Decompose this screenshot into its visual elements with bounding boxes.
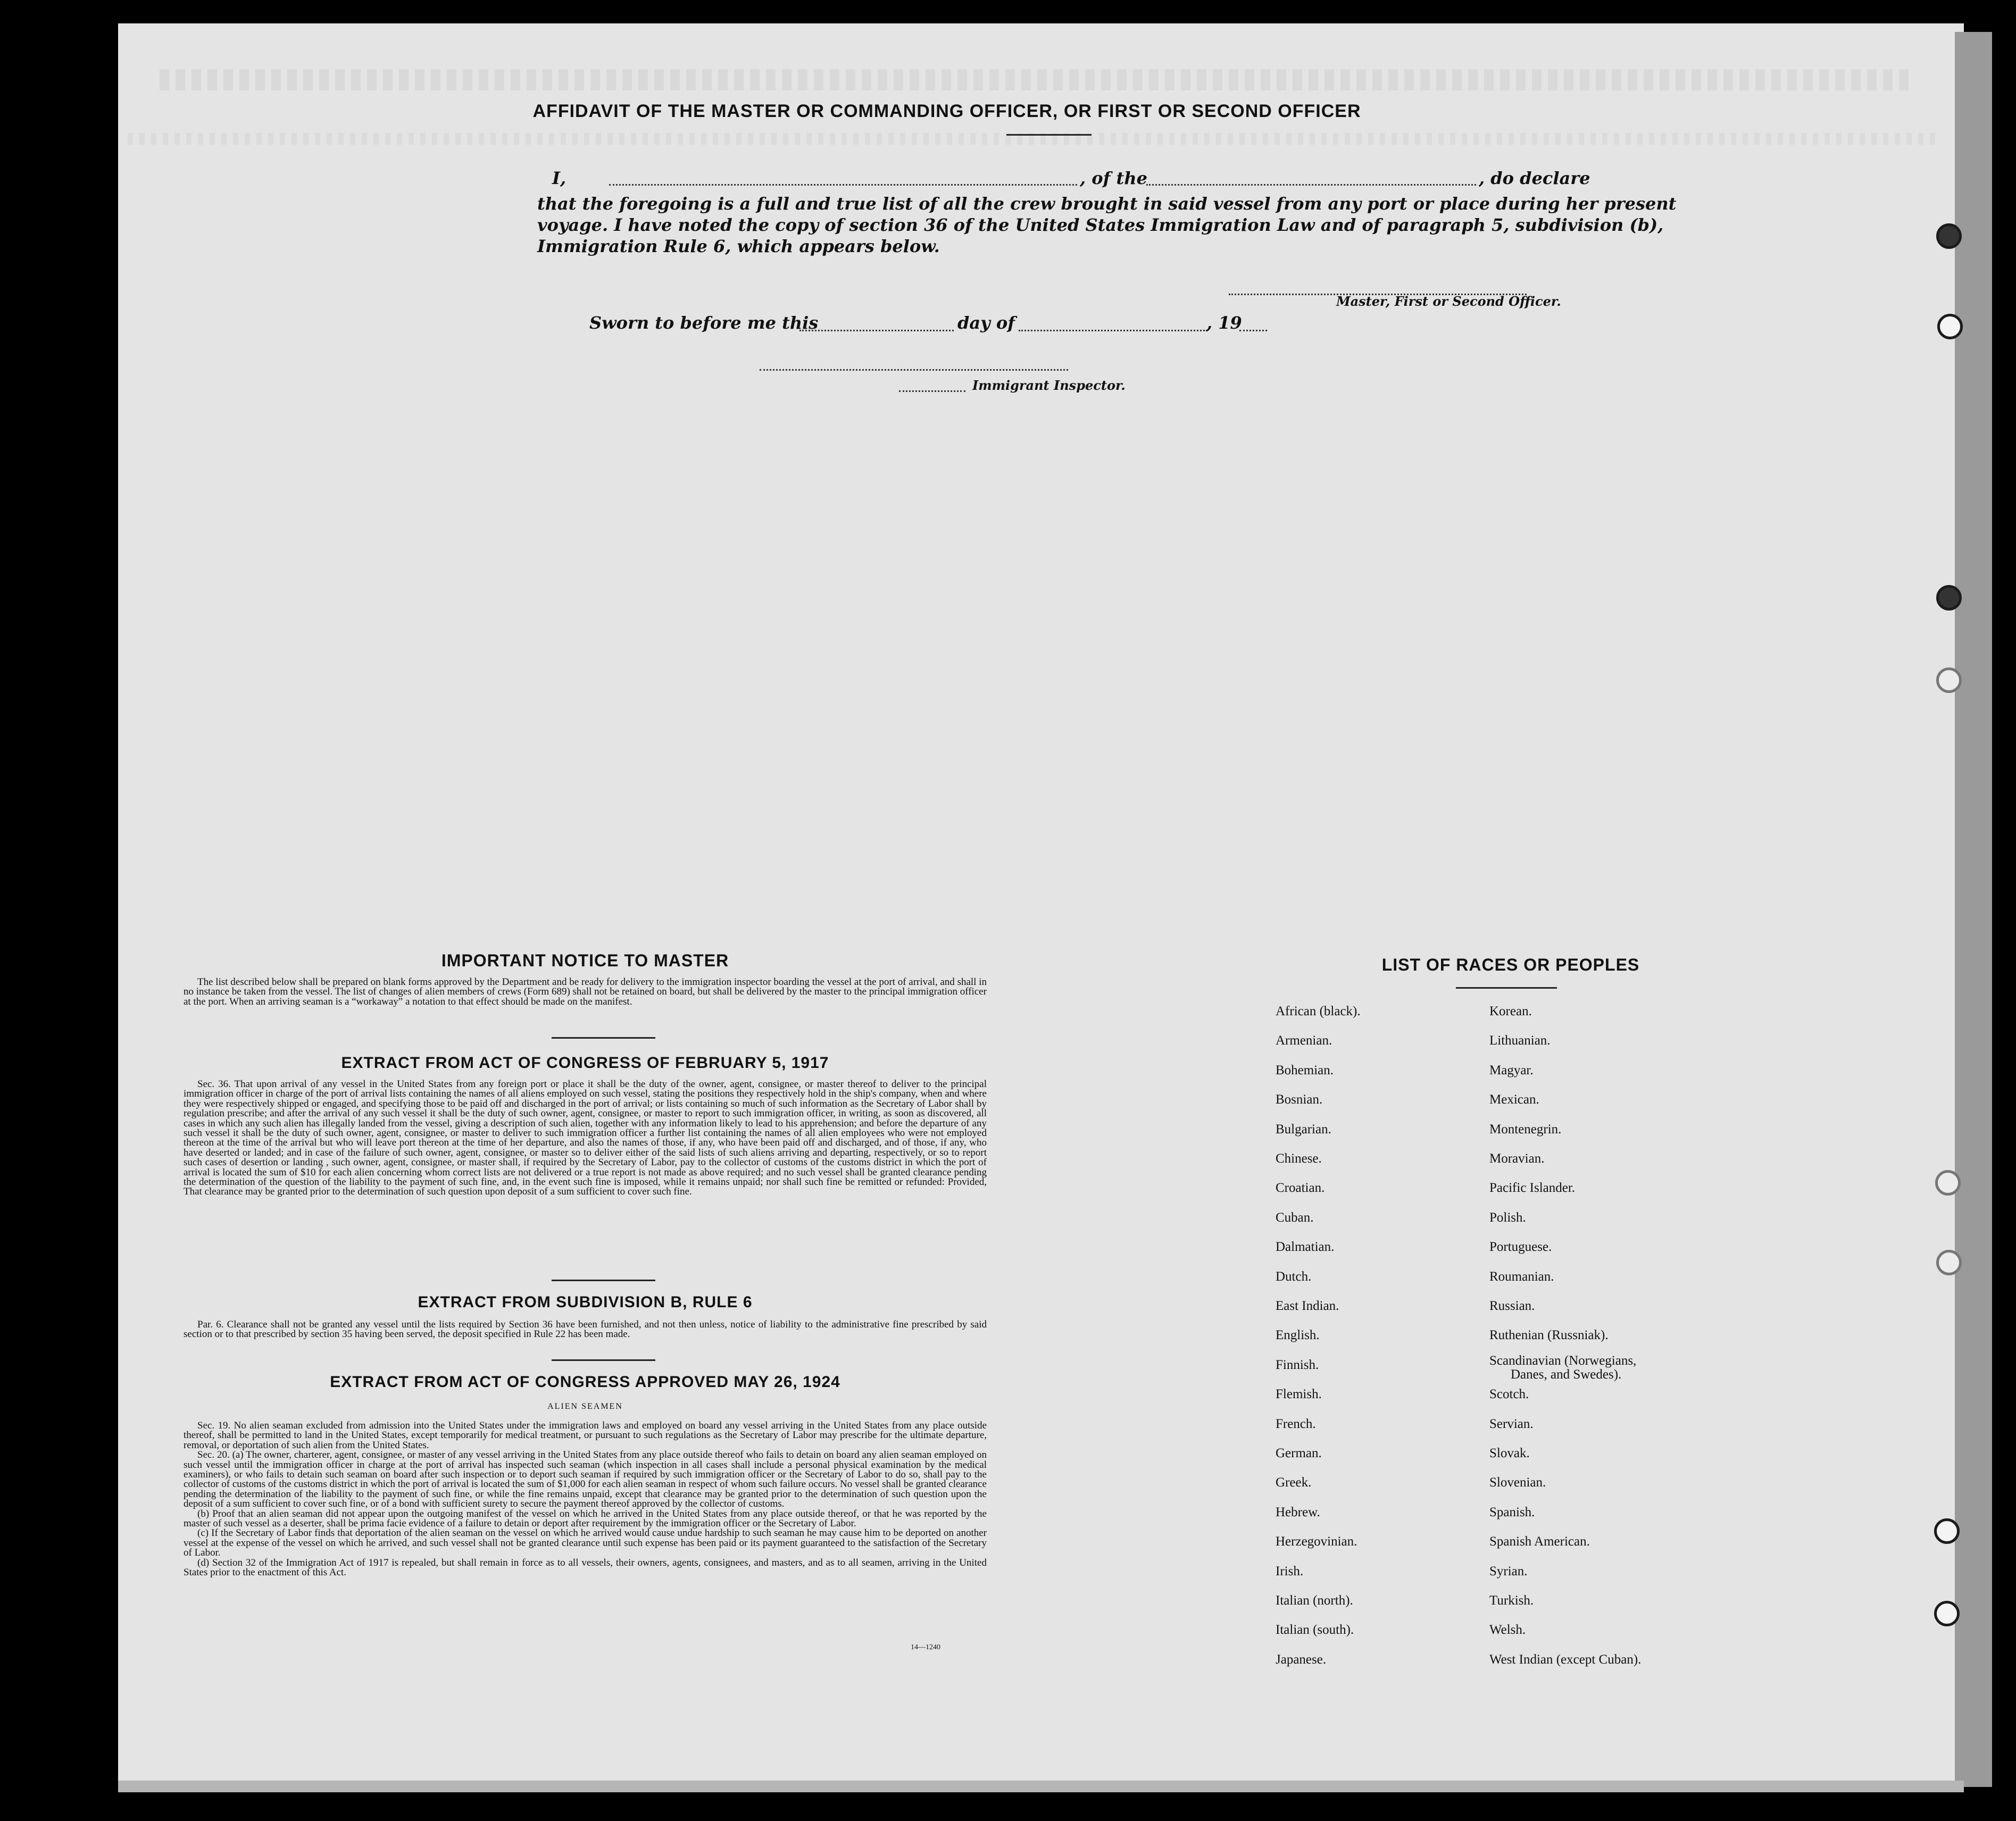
race-item: Roumanian.	[1489, 1269, 1554, 1284]
race-item: East Indian.	[1276, 1299, 1339, 1313]
races-right-column	[1489, 1004, 1713, 1680]
race-item: Flemish.	[1276, 1387, 1322, 1402]
race-item: Syrian.	[1489, 1564, 1528, 1578]
race-item: Bohemian.	[1276, 1063, 1334, 1077]
race-item: Japanese.	[1276, 1652, 1327, 1667]
affidavit-line4: Immigration Rule 6, which appears below.	[537, 236, 940, 256]
rule6-text	[184, 1320, 987, 1340]
race-item: Turkish.	[1489, 1593, 1534, 1608]
race-item: Greek.	[1276, 1475, 1312, 1490]
affidavit-line2: that the foregoing is a full and true list of all the crew brought in said vessel from any port or place during her present	[537, 194, 1677, 214]
extract-1924-text	[184, 1421, 987, 1578]
extract-1924-heading: EXTRACT FROM ACT OF CONGRESS APPROVED MAY 26, 1924	[330, 1373, 840, 1391]
extract-1917-rule	[552, 1280, 655, 1281]
races-heading: LIST OF RACES OR PEOPLES	[1381, 955, 1640, 974]
race-item: Slovenian.	[1489, 1475, 1546, 1490]
race-item: English.	[1276, 1328, 1320, 1343]
race-item: Scotch.	[1489, 1387, 1529, 1402]
races-left-column	[1276, 1004, 1478, 1680]
sec19-paragraph: Sec. 19. No alien seaman excluded from admission into the United States under the immigration laws and employed on board any vessel arriving in the United States from any place outside thereof, shall be permitted to land in the United States, except temporarily for medical treatment, or pursuant to such regulations as the Secretary of Labor may prescribe for the ultimate departure, removal, or deportation of such alien from the United States.	[184, 1420, 987, 1451]
punch-hole	[1936, 1250, 1962, 1275]
race-item-continuation: Danes, and Swedes).	[1511, 1367, 1622, 1382]
race-item: Hebrew.	[1276, 1505, 1320, 1519]
race-item: Lithuanian.	[1489, 1033, 1551, 1048]
notice-heading: IMPORTANT NOTICE TO MASTER	[441, 951, 729, 970]
affidavit-declare: , do declare	[1479, 168, 1590, 188]
race-item: Bulgarian.	[1276, 1122, 1331, 1137]
bleed-through-top	[160, 69, 1915, 90]
race-item: Dalmatian.	[1276, 1240, 1335, 1255]
sheet-bottom-edge	[118, 1781, 1964, 1792]
sworn-prefix: Sworn to before me this	[589, 313, 819, 333]
race-item: Montenegrin.	[1489, 1122, 1562, 1137]
race-item: French.	[1276, 1416, 1316, 1431]
races-rule	[1456, 987, 1557, 989]
punch-hole	[1934, 1518, 1960, 1544]
race-item: Bosnian.	[1276, 1092, 1323, 1107]
sec20b-paragraph: (b) Proof that an alien seaman did not appear upon the outgoing manifest of the vessel on which he arrived in the United States from any place outside thereof, or that he was reported by the master of such vessel as a deserter, shall be prima facie evidence of a failure to detain or deport after requirement by the immigration officer or the Secretary of Labor.	[184, 1508, 987, 1530]
race-item: Polish.	[1489, 1210, 1526, 1225]
punch-hole	[1936, 585, 1962, 611]
punch-hole	[1937, 314, 1963, 339]
race-item: Portuguese.	[1489, 1240, 1552, 1255]
affidavit-of-the: , of the	[1080, 168, 1147, 188]
signature-label: Master, First or Second Officer.	[1336, 294, 1561, 309]
sec20c-paragraph: (c) If the Secretary of Labor finds that deportation of the alien seaman on the vessel on which he arrived would cause undue hardship to such seaman he may cause him to be deported on another vessel at the expense of the vessel on which he arrived, and such vessel shall not be granted clearance until such expense has been paid or its payment guaranteed to the satisfaction of the Secretary of Labor.	[184, 1527, 987, 1559]
rule6-heading: EXTRACT FROM SUBDIVISION B, RULE 6	[418, 1293, 753, 1311]
race-item: Croatian.	[1276, 1181, 1325, 1196]
race-item: Slovak.	[1489, 1446, 1530, 1460]
race-item: Pacific Islander.	[1489, 1181, 1576, 1196]
race-item: Chinese.	[1276, 1151, 1322, 1166]
notice-text	[184, 978, 987, 1007]
sworn-month-blank[interactable]	[1019, 330, 1207, 331]
race-item: Russian.	[1489, 1299, 1535, 1313]
inspector-label: Immigrant Inspector.	[972, 378, 1126, 393]
punch-hole	[1936, 667, 1962, 693]
rule6-paragraph: Par. 6. Clearance shall not be granted any vessel until the lists required by Section 36 have been furnished, and not then unless, notice of liability to the administrative fine prescribed by said section or to that prescribed by section 35 having been served, the deposit specified in Rule 22 has been made.	[184, 1319, 987, 1340]
punch-hole	[1936, 223, 1962, 249]
race-item: Finnish.	[1276, 1357, 1319, 1372]
sworn-year: , 19	[1206, 313, 1242, 333]
punch-hole	[1935, 1170, 1961, 1196]
inspector-label-lead	[899, 390, 965, 392]
notice-rule	[552, 1037, 655, 1039]
race-item: Scandinavian (Norwegians,	[1489, 1354, 1637, 1368]
rule6-rule	[552, 1359, 655, 1361]
race-item: Ruthenian (Russniak).	[1489, 1328, 1609, 1343]
race-item: Armenian.	[1276, 1033, 1332, 1048]
sworn-year-blank[interactable]	[1239, 330, 1267, 331]
race-item: Spanish American.	[1489, 1534, 1590, 1549]
race-item: Mexican.	[1489, 1092, 1539, 1107]
race-item: German.	[1276, 1446, 1322, 1460]
sworn-day-blank[interactable]	[799, 330, 954, 331]
race-item: Welsh.	[1489, 1623, 1526, 1638]
race-item: Servian.	[1489, 1416, 1534, 1431]
affidavit-line3: voyage. I have noted the copy of section 36 of the United States Immigration Law and of paragraph 5, subdivision (b),	[537, 215, 1664, 235]
race-item: Spanish.	[1489, 1505, 1535, 1519]
sworn-day: day of	[957, 313, 1015, 333]
alien-seamen-subheading: ALIEN SEAMEN	[547, 1402, 623, 1411]
sec36-paragraph: Sec. 36. That upon arrival of any vessel in the United States from any foreign port or place it shall be the duty of the owner, agent, consignee, or master thereof to deliver to the principal immigration officer in charge of the port of arrival lists containing the names of all aliens employed on such vessel, stating the positions they respectively hold in the ship's company, when and where they were respectively shipped or engaged, and specifying those to be paid off and discharged in the port of arrival; or lists containing so much of such information as the Secretary of Labor shall by regulation prescribe; and after the arrival of any such vessel it shall be the duty of such owner, agent, consignee, or master to report to such immigration officer, in writing, as soon as discovered, all cases in which any such alien has illegally landed from the vessel, giving a description of such alien, together with any information likely to lead to his apprehension; and before the departure of any such vessel it shall be the duty of such owner, agent, consignee, or master to deliver to such immigration officer a further list containing the names of all alien employees who were not employed thereon at the time of the arrival but who will leave port thereon at the time of her departure, and also the names of those, if any, who have been paid off and discharged, and of those, if any, who have deserted or landed; and in case of the failure of such owner, agent, consignee, or master so to deliver either of the said lists of such aliens arriving and departing, respectively, or so to report such cases of desertion or landing , such owner, agent, consignee, or master shall, if required by the Secretary of Labor, pay to the collector of customs of the customs district in which the port of arrival is located the sum of $10 for each alien concerning whom correct lists are not delivered or a true report is not made as above required; and no such vessel shall be granted clearance pending the determination of the question of the liability to the payment of such fine, and, in the event such fine is imposed, while it remains unpaid; nor shall such fine be remitted or refunded: Provided, That clearance may be granted prior to the determination of such question upon deposit of a sum sufficient to cover such fine.	[184, 1079, 987, 1198]
race-item: Herzegovinian.	[1276, 1534, 1357, 1549]
race-item: Dutch.	[1276, 1269, 1312, 1284]
inspector-signature-blank[interactable]	[760, 369, 1068, 371]
affidavit-heading: AFFIDAVIT OF THE MASTER OR COMMANDING OFFICER, OR FIRST OR SECOND OFFICER	[532, 101, 1361, 121]
affidavit-heading-rule	[1006, 134, 1092, 136]
race-item: Irish.	[1276, 1564, 1304, 1578]
extract-1917-heading: EXTRACT FROM ACT OF CONGRESS OF FEBRUARY 5, 1917	[341, 1054, 829, 1072]
extract-1917-text	[184, 1080, 987, 1197]
affidavit-i: I,	[552, 168, 567, 188]
race-item: Italian (north).	[1276, 1593, 1353, 1608]
race-item: West Indian (except Cuban).	[1489, 1652, 1642, 1667]
race-item: African (black).	[1276, 1004, 1361, 1018]
notice-paragraph: The list described below shall be prepared on blank forms approved by the Department and be ready for delivery to the immigration inspector boarding the vessel at the port of arrival, and shall in no instance be taken from the vessel. The list of changes of alien members of crews (Form 689) shall not be retained on board, but shall be delivered by the master to the principal immigration officer at the port. When an arriving seaman is a “workaway” a notation to that effect should be made on the manifest.	[184, 976, 987, 1007]
race-item: Italian (south).	[1276, 1623, 1354, 1638]
name-blank[interactable]	[609, 184, 1077, 186]
race-item: Korean.	[1489, 1004, 1532, 1018]
punch-hole	[1934, 1601, 1960, 1626]
race-item: Moravian.	[1489, 1151, 1545, 1166]
sheet-edge-shadow	[1955, 32, 1992, 1787]
race-item: Magyar.	[1489, 1063, 1534, 1077]
sec20a-paragraph: Sec. 20. (a) The owner, charterer, agent, consignee, or master of any vessel arriving in the United States from any place outside thereof who fails to detain on board any alien seaman employed on such vessel until the immigration officer in charge at the port of arrival has inspected such seaman (which inspection in all cases shall include a personal physical examination by the medical examiners), or who fails to detain such seaman on board after such inspection or to deport such seaman if required by such immigration officer or the Secretary of Labor to do so, shall pay to the collector of customs of the customs district in which the port of arrival is located the sum of $1,000 for each alien seaman in respect of whom such failure occurs. No vessel shall be granted clearance pending the determination of the liability to the payment of such fine, or while the fine remains unpaid, except that clearance may be granted prior to the determination of such question upon the deposit of a sum sufficient to cover such fine, or of a bond with sufficient surety to secure the payment thereof approved by the collector of customs.	[184, 1449, 987, 1510]
form-number: 14—1240	[911, 1643, 940, 1651]
sec20d-paragraph: (d) Section 32 of the Immigration Act of 1917 is repealed, but shall remain in force as to all vessels, their owners, agents, consignees, and masters, and as to all seamen, arriving in the United States prior to the enactment of this Act.	[184, 1557, 987, 1578]
race-item: Cuban.	[1276, 1210, 1314, 1225]
position-blank[interactable]	[1146, 184, 1476, 186]
